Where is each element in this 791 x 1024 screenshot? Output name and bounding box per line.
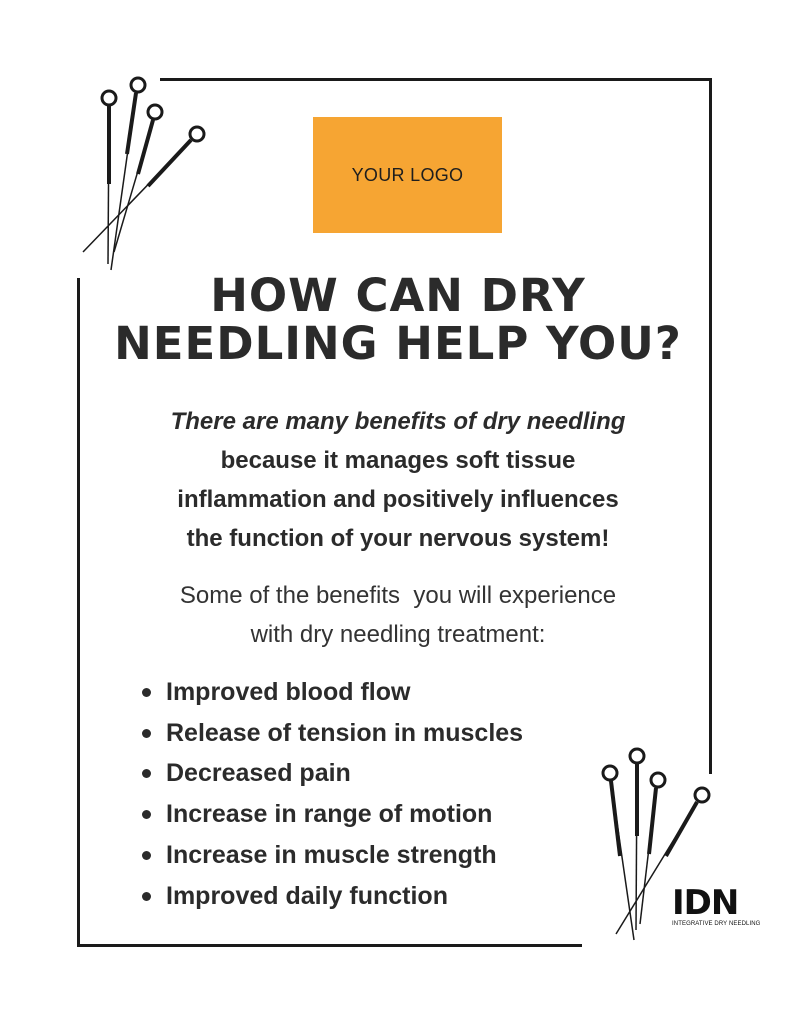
brand-mark: IDN <box>672 883 739 923</box>
benefits-intro-line-1: Some of the benefits you will experience <box>179 582 617 609</box>
frame-bottom-line <box>77 944 582 947</box>
page-title <box>80 269 716 370</box>
bullet-icon <box>142 892 151 901</box>
bullet-icon <box>142 810 151 819</box>
benefits-intro <box>95 576 701 654</box>
logo-placeholder <box>313 117 502 233</box>
bullet-icon <box>142 851 151 860</box>
list-item <box>140 835 523 876</box>
bullet-icon <box>142 688 151 697</box>
list-item <box>140 876 523 917</box>
logo-placeholder-text: YOUR LOGO <box>351 164 464 185</box>
title-line-2: NEEDLING HELP YOU? <box>114 317 682 370</box>
intro-line-3: inflammation and positively influences <box>177 486 619 513</box>
brand-logo <box>672 883 761 928</box>
frame-top-line <box>160 78 712 81</box>
benefit-label: Increase in range of motion <box>166 800 493 829</box>
intro-line-4: the function of your nervous system! <box>186 525 610 552</box>
list-item <box>140 672 523 713</box>
benefit-label: Improved daily function <box>166 881 448 910</box>
benefit-label: Increase in muscle strength <box>166 840 497 869</box>
list-item <box>140 794 523 835</box>
brand-tagline: INTEGRATIVE DRY NEEDLING <box>672 921 761 927</box>
bullet-icon <box>142 729 151 738</box>
frame-left-line <box>77 278 80 947</box>
benefit-label: Decreased pain <box>166 759 351 788</box>
intro-emphasis: There are many benefits of dry needling <box>170 408 626 435</box>
benefit-label: Improved blood flow <box>166 678 411 706</box>
benefits-list <box>140 672 523 916</box>
list-item <box>140 713 523 754</box>
intro-paragraph <box>95 402 701 558</box>
benefit-label: Release of tension in muscles <box>166 718 524 747</box>
bullet-icon <box>142 769 151 778</box>
benefits-intro-line-2: with dry needling treatment: <box>250 621 546 648</box>
list-item <box>140 753 523 794</box>
frame-right-line <box>709 78 712 774</box>
top-left-needles-icon <box>78 74 218 274</box>
intro-line-2: because it manages soft tissue <box>220 447 576 474</box>
title-line-1: HOW CAN DRY <box>210 269 586 322</box>
